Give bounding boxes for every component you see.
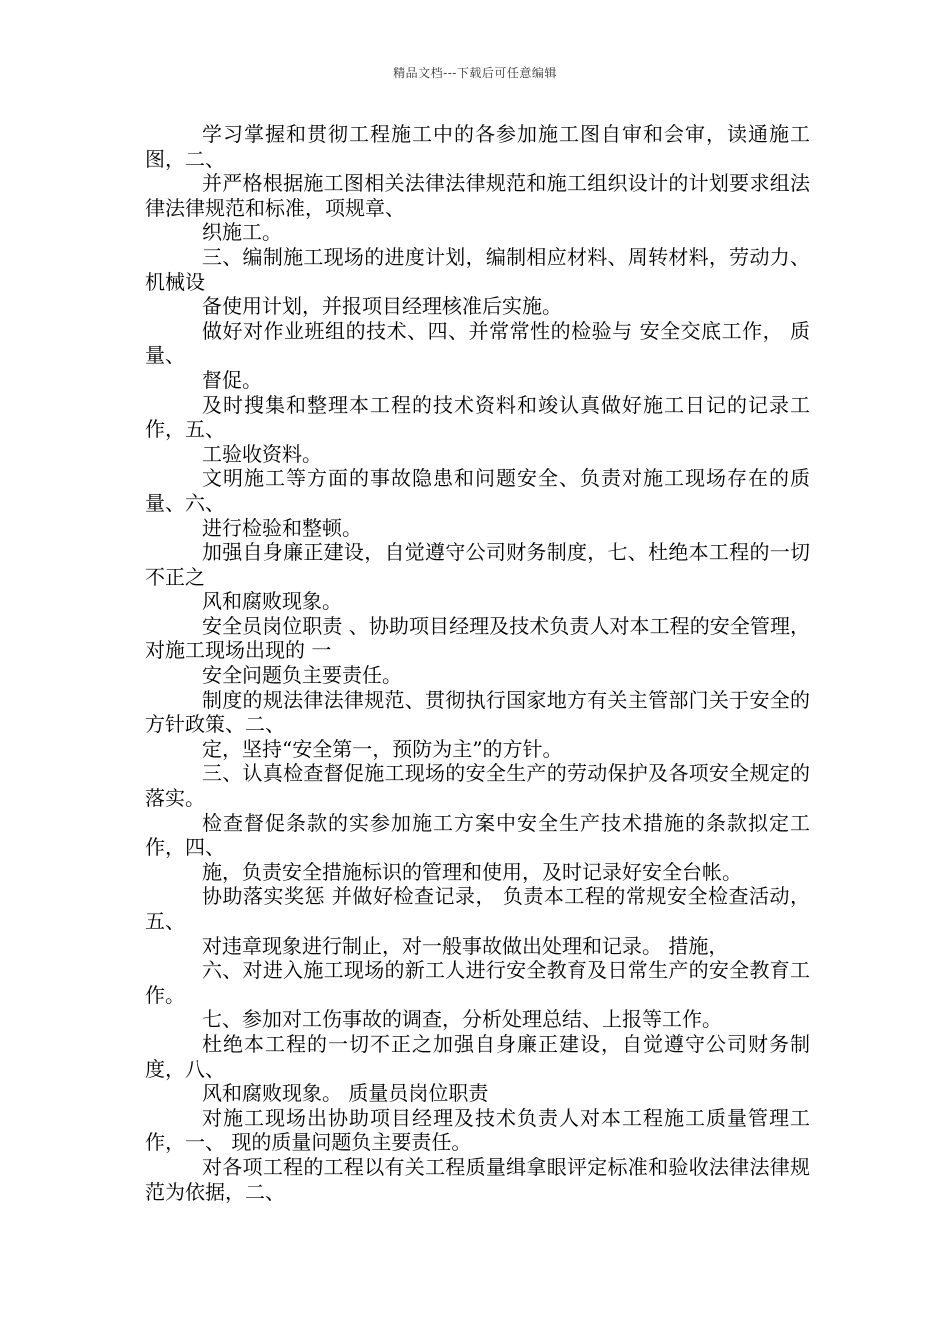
- text-line: 文明施工等方面的事故隐患和问题安全、负责对施工现场存在的质量、六、: [145, 466, 810, 515]
- text-line: 安全员岗位职责 、协助项目经理及技术负责人对本工程的安全管理，对施工现场出现的 一: [145, 613, 810, 663]
- text-line: 三、认真检查督促施工现场的安全生产的劳动保护及各项安全规定的落实。: [145, 761, 810, 811]
- text-line: 督促。: [202, 367, 262, 392]
- text-line: 工验收资料。: [202, 441, 322, 466]
- text-line: 七、参加对工伤事故的调查，分析处理总结、上报等工作。: [202, 1007, 722, 1032]
- text-line: 协助落实奖惩 并做好检查记录， 负责本工程的常规安全检查活动， 五、: [145, 884, 810, 933]
- text-line: 施，负责安全措施标识的管理和使用，及时记录好安全台帐。: [202, 859, 742, 884]
- text-line: 并严格根据施工图相关法律法律规范和施工组织设计的计划要求组法律法律规范和标准，项规章、: [145, 171, 810, 220]
- text-line: 三、编制施工现场的进度计划，编制相应材料、周转材料，劳动力、机械设: [145, 244, 810, 294]
- text-line: 进行检验和整顿。: [202, 515, 362, 540]
- text-line: 定，坚持“安全第一，预防为主”的方针。: [202, 736, 563, 761]
- text-line: 对各项工程的工程以有关工程质量缉拿眼评定标准和验收法律法律规范为依据，二、: [145, 1154, 810, 1204]
- text-line: 及时搜集和整理本工程的技术资料和竣认真做好施工日记的记录工作，五、: [145, 392, 810, 442]
- document-body: [145, 122, 810, 1204]
- text-line: 风和腐败现象。: [202, 589, 342, 614]
- text-line: 对施工现场出协助项目经理及技术负责人对本工程施工质量管理工作，一、 现的质量问题负主要责任。: [145, 1105, 810, 1155]
- text-line: 六、对进入施工现场的新工人进行安全教育及日常生产的安全教育工作。: [145, 958, 810, 1007]
- page-header: 精品文档---下载后可任意编辑: [393, 66, 557, 80]
- text-line: 制度的规法律法律规范、贯彻执行国家地方有关主管部门关于安全的方针政策、二、: [145, 687, 810, 737]
- text-line: 备使用计划，并报项目经理核准后实施。: [202, 294, 562, 319]
- text-line: 织施工。: [202, 220, 282, 245]
- text-line: 杜绝本工程的一切不正之加强自身廉正建设，自觉遵守公司财务制度，八、: [145, 1031, 810, 1081]
- text-line: 对违章现象进行制止，对一般事故做出处理和记录。 措施，: [202, 933, 729, 958]
- text-line: 学习掌握和贯彻工程施工中的各参加施工图自审和会审，读通施工图，二、: [145, 122, 810, 171]
- text-line: 做好对作业班组的技术、四、并常常性的检验与 安全交底工作， 质量、: [145, 318, 810, 368]
- text-line: 加强自身廉正建设，自觉遵守公司财务制度，七、杜绝本工程的一切不正之: [145, 540, 810, 589]
- text-line: 风和腐败现象。 质量员岗位职责: [202, 1081, 489, 1106]
- text-line: 安全问题负主要责任。: [202, 663, 402, 688]
- text-line: 检查督促条款的实参加施工方案中安全生产技术措施的条款拟定工作，四、: [145, 810, 810, 860]
